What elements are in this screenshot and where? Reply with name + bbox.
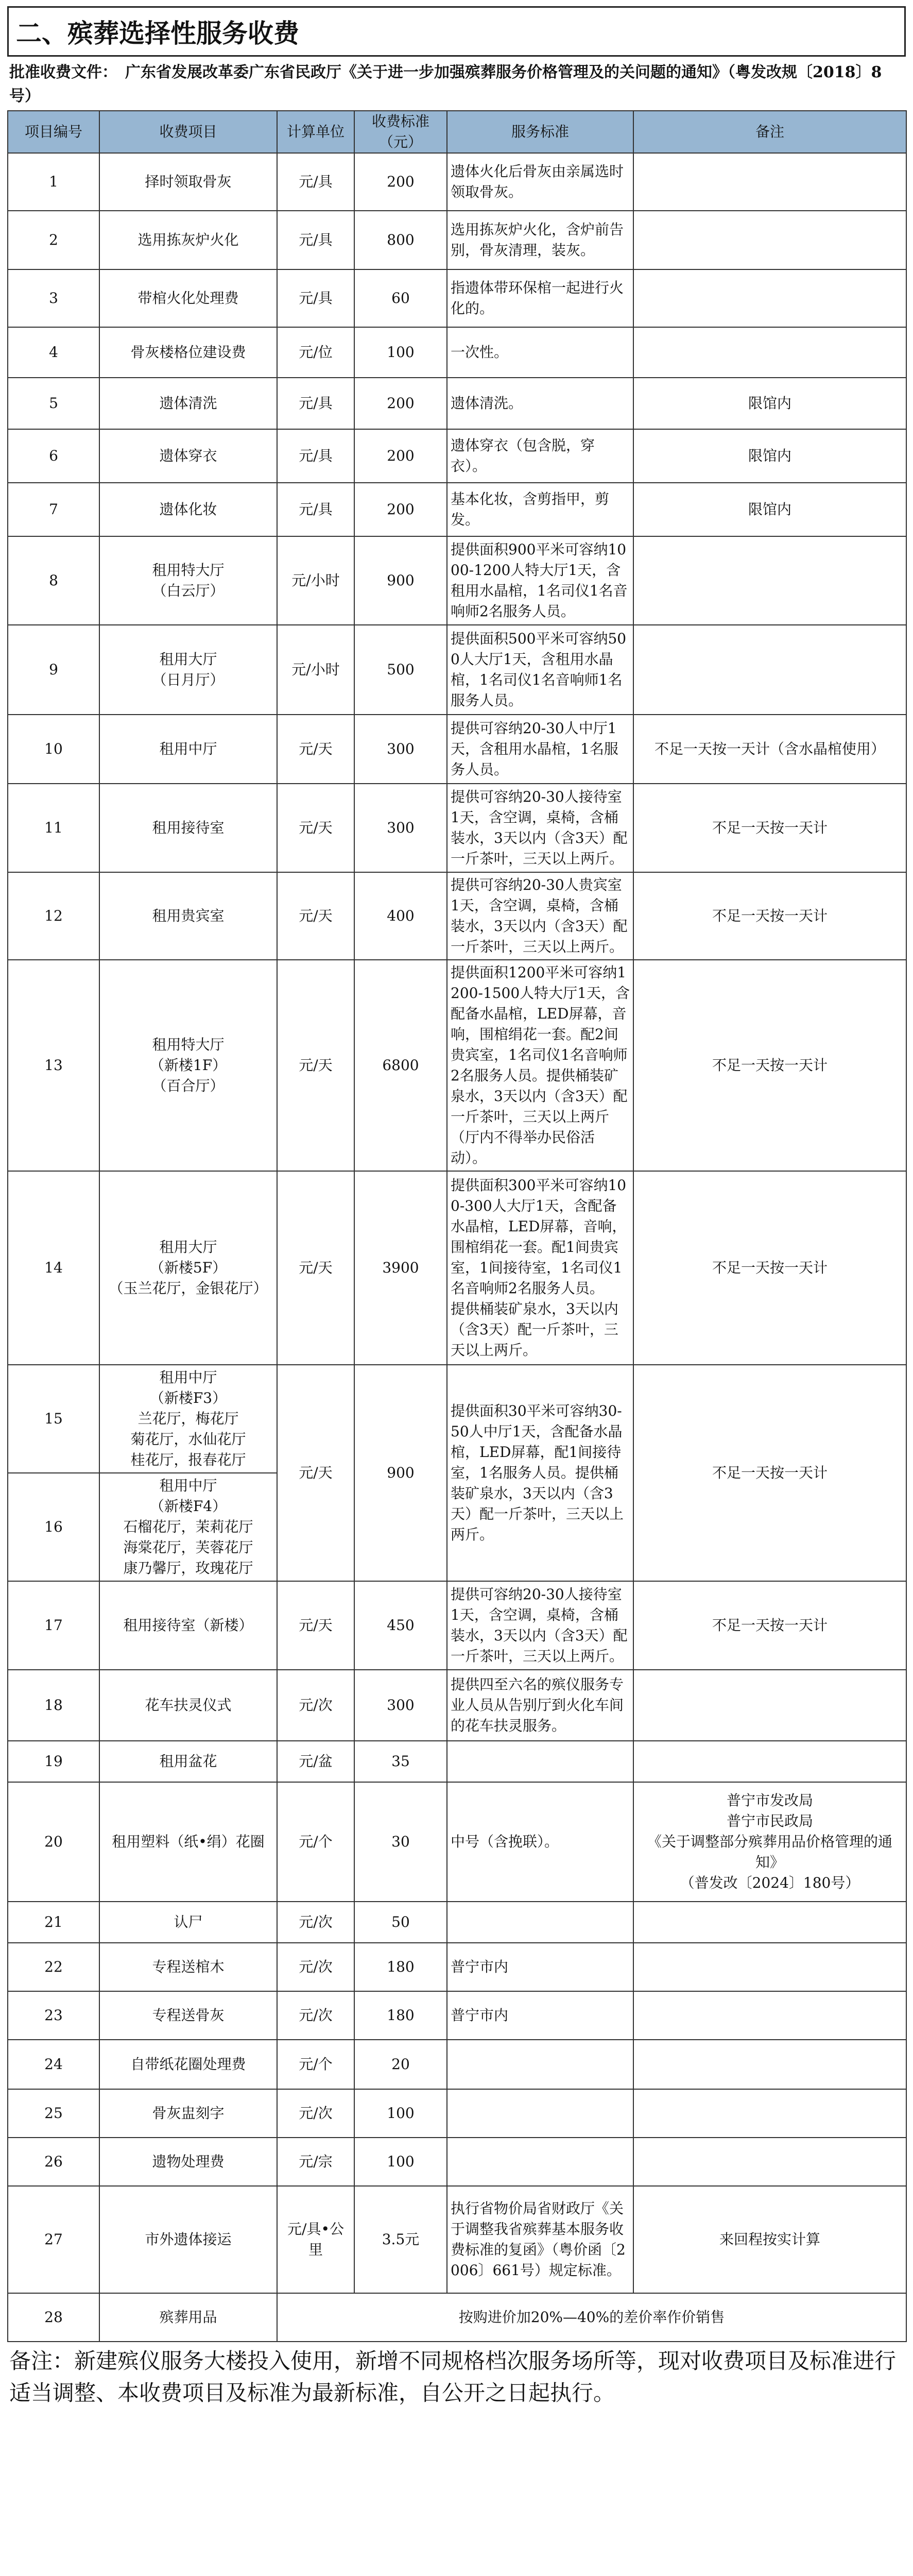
header-no: 项目编号 (8, 111, 99, 153)
table-row (8, 625, 906, 715)
table-row (8, 1741, 906, 1782)
row-no: 22 (8, 1943, 99, 1991)
table-row (8, 429, 906, 483)
row-unit: 元/天 (277, 872, 354, 960)
row-name: 带棺火化处理费 (99, 269, 277, 327)
row-unit: 元/宗 (277, 2138, 354, 2186)
row-note (633, 536, 906, 625)
row-name: 自带纸花圈处理费 (99, 2040, 277, 2089)
table-row (8, 2186, 906, 2293)
row-price: 400 (354, 872, 447, 960)
row-standard: 遗体清洗。 (447, 378, 633, 429)
row-name: 租用中厅 （新楼F4） 石榴花厅，茉莉花厅 海棠花厅，芙蓉花厅 康乃馨厅，玫瑰花厅 (99, 1473, 277, 1581)
row-standard: 提供面积1200平米可容纳1200-1500人特大厅1天，含配备水晶棺，LED屏幕，音响，围棺绢花一套。配2间贵宾室，1名司仪1名音响师2名服务人员。提供桶装矿泉水，3天以内（含3天）配一斤茶叶，三天以上两斤（厅内不得举办民俗活动）。 (447, 960, 633, 1171)
row-standard: 选用拣灰炉火化，含炉前告别，骨灰清理，装灰。 (447, 211, 633, 269)
row-unit: 元/次 (277, 1991, 354, 2040)
table-row (8, 1902, 906, 1943)
fee-table-body (8, 153, 906, 2342)
row-note: 不足一天按一天计（含水晶棺使用） (633, 715, 906, 784)
row-note (633, 1741, 906, 1782)
row-name: 租用特大厅 （新楼1F） （百合厅） (99, 960, 277, 1171)
row-price: 180 (354, 1991, 447, 2040)
row-note (633, 2089, 906, 2138)
row-note (633, 2040, 906, 2089)
row-unit: 元/次 (277, 1902, 354, 1943)
row-note (633, 153, 906, 211)
row-standard: 基本化妆，含剪指甲，剪发。 (447, 483, 633, 536)
row-standard: 按购进价加20%—40%的差价率作价销售 (277, 2293, 906, 2342)
header-standard: 服务标准 (447, 111, 633, 153)
row-price: 450 (354, 1581, 447, 1670)
row-name: 租用盆花 (99, 1741, 277, 1782)
row-no: 15 (8, 1365, 99, 1473)
row-unit: 元/天 (277, 784, 354, 872)
row-no: 23 (8, 1991, 99, 2040)
row-price: 3.5元 (354, 2186, 447, 2293)
row-price: 300 (354, 1670, 447, 1741)
row-unit: 元/天 (277, 715, 354, 784)
row-price: 3900 (354, 1171, 447, 1365)
row-standard: 提供可容纳20-30人贵宾室1天，含空调，桌椅，含桶装水，3天以内（含3天）配一斤茶叶，三天以上两斤。 (447, 872, 633, 960)
row-standard (447, 2089, 633, 2138)
row-no: 16 (8, 1473, 99, 1581)
row-no: 2 (8, 211, 99, 269)
row-unit: 元/具 (277, 378, 354, 429)
row-standard (447, 1741, 633, 1782)
row-unit: 元/个 (277, 1782, 354, 1902)
row-unit: 元/天 (277, 1581, 354, 1670)
row-unit: 元/具•公里 (277, 2186, 354, 2293)
table-row (8, 211, 906, 269)
row-no: 10 (8, 715, 99, 784)
row-standard: 指遗体带环保棺一起进行火化的。 (447, 269, 633, 327)
row-price: 100 (354, 2138, 447, 2186)
row-name: 认尸 (99, 1902, 277, 1943)
row-unit: 元/具 (277, 269, 354, 327)
row-note (633, 269, 906, 327)
row-note: 不足一天按一天计 (633, 1171, 906, 1365)
row-no: 25 (8, 2089, 99, 2138)
row-standard: 提供面积30平米可容纳30-50人中厅1天，含配备水晶棺，LED屏幕，配1间接待室，1名服务人员。提供桶装矿泉水，3天以内（含3天）配一斤茶叶，三天以上两斤。 (447, 1365, 633, 1581)
row-unit: 元/具 (277, 483, 354, 536)
table-row (8, 378, 906, 429)
row-price: 200 (354, 483, 447, 536)
row-price: 800 (354, 211, 447, 269)
row-price: 50 (354, 1902, 447, 1943)
row-price: 300 (354, 784, 447, 872)
table-row (8, 1943, 906, 1991)
table-row (8, 1365, 906, 1473)
row-unit: 元/小时 (277, 536, 354, 625)
row-unit: 元/小时 (277, 625, 354, 715)
row-unit: 元/天 (277, 960, 354, 1171)
header-item: 收费项目 (99, 111, 277, 153)
table-row (8, 269, 906, 327)
table-row (8, 483, 906, 536)
table-row (8, 536, 906, 625)
row-note: 来回程按实计算 (633, 2186, 906, 2293)
fee-table (7, 110, 907, 2342)
row-note: 不足一天按一天计 (633, 1365, 906, 1581)
row-name: 遗体化妆 (99, 483, 277, 536)
table-row (8, 2089, 906, 2138)
row-no: 17 (8, 1581, 99, 1670)
row-no: 4 (8, 327, 99, 378)
row-name: 市外遗体接运 (99, 2186, 277, 2293)
row-price: 60 (354, 269, 447, 327)
row-no: 8 (8, 536, 99, 625)
row-standard: 一次性。 (447, 327, 633, 378)
price-notice-page (7, 6, 906, 2576)
header-unit: 计算单位 (277, 111, 354, 153)
row-standard: 提供可容纳20-30人中厅1天，含租用水晶棺，1名服务人员。 (447, 715, 633, 784)
row-standard: 提供可容纳20-30人接待室1天，含空调，桌椅，含桶装水，3天以内（含3天）配一斤茶叶，三天以上两斤。 (447, 784, 633, 872)
row-name: 选用拣灰炉火化 (99, 211, 277, 269)
row-price: 180 (354, 1943, 447, 1991)
row-name: 租用贵宾室 (99, 872, 277, 960)
row-name: 租用特大厅 （白云厅） (99, 536, 277, 625)
table-row (8, 1670, 906, 1741)
table-row (8, 1171, 906, 1365)
table-row (8, 1991, 906, 2040)
row-no: 3 (8, 269, 99, 327)
row-standard (447, 2040, 633, 2089)
row-note (633, 211, 906, 269)
row-no: 9 (8, 625, 99, 715)
row-standard: 普宁市内 (447, 1991, 633, 2040)
row-name: 遗物处理费 (99, 2138, 277, 2186)
row-note: 普宁市发改局 普宁市民政局 《关于调整部分殡葬用品价格管理的通知》 （普发改〔2024〕180号） (633, 1782, 906, 1902)
row-no: 1 (8, 153, 99, 211)
row-standard: 遗体火化后骨灰由亲属选时领取骨灰。 (447, 153, 633, 211)
row-standard (447, 2138, 633, 2186)
row-no: 18 (8, 1670, 99, 1741)
row-no: 20 (8, 1782, 99, 1902)
row-note (633, 327, 906, 378)
row-standard: 提供面积300平米可容纳100-300人大厅1天，含配备水晶棺，LED屏幕，音响，围棺绢花一套。配1间贵宾室，1间接待室，1名司仪1名音响师2名服务人员。 提供桶装矿泉水，3天以内（含3天）配一斤茶叶，三天以上两斤。 (447, 1171, 633, 1365)
row-no: 6 (8, 429, 99, 483)
row-unit: 元/天 (277, 1171, 354, 1365)
row-unit: 元/次 (277, 1670, 354, 1741)
table-header-row (8, 111, 906, 153)
table-row (8, 2293, 906, 2342)
row-name: 骨灰盅刻字 (99, 2089, 277, 2138)
row-unit: 元/天 (277, 1365, 354, 1581)
row-no: 13 (8, 960, 99, 1171)
row-note (633, 625, 906, 715)
row-note: 不足一天按一天计 (633, 872, 906, 960)
table-row (8, 327, 906, 378)
row-name: 骨灰楼格位建设费 (99, 327, 277, 378)
row-standard: 遗体穿衣（包含脱，穿衣）。 (447, 429, 633, 483)
row-price: 500 (354, 625, 447, 715)
row-unit: 元/次 (277, 1943, 354, 1991)
row-name: 专程送骨灰 (99, 1991, 277, 2040)
row-note (633, 1902, 906, 1943)
row-unit: 元/具 (277, 153, 354, 211)
table-row (8, 2040, 906, 2089)
row-standard (447, 1902, 633, 1943)
row-standard: 提供可容纳20-30人接待室1天，含空调，桌椅，含桶装水，3天以内（含3天）配一斤茶叶，三天以上两斤。 (447, 1581, 633, 1670)
row-name: 遗体清洗 (99, 378, 277, 429)
row-price: 20 (354, 2040, 447, 2089)
row-price: 300 (354, 715, 447, 784)
table-row (8, 153, 906, 211)
table-row (8, 960, 906, 1171)
approval-basis: 批准收费文件： 广东省发展改革委广东省民政厅《关于进一步加强殡葬服务价格管理及的关问题的通知》（粤发改规〔2018〕8号） (9, 63, 882, 105)
row-unit: 元/个 (277, 2040, 354, 2089)
row-name: 遗体穿衣 (99, 429, 277, 483)
row-note: 限馆内 (633, 429, 906, 483)
row-no: 21 (8, 1902, 99, 1943)
row-name: 择时领取骨灰 (99, 153, 277, 211)
row-note (633, 1670, 906, 1741)
row-price: 200 (354, 429, 447, 483)
row-no: 26 (8, 2138, 99, 2186)
row-price: 35 (354, 1741, 447, 1782)
row-price: 100 (354, 327, 447, 378)
page-title: 二、殡葬选择性服务收费 (7, 6, 906, 57)
row-unit: 元/盆 (277, 1741, 354, 1782)
row-no: 27 (8, 2186, 99, 2293)
row-no: 7 (8, 483, 99, 536)
table-row (8, 872, 906, 960)
row-no: 24 (8, 2040, 99, 2089)
footer-note: 备注：新建殡仪服务大楼投入使用，新增不同规格档次服务场所等，现对收费项目及标准进行适当调整、本收费项目及标准为最新标准，自公开之日起执行。 (9, 2348, 897, 2405)
row-unit: 元/具 (277, 211, 354, 269)
table-row (8, 2138, 906, 2186)
row-price: 30 (354, 1782, 447, 1902)
row-note (633, 1991, 906, 2040)
row-standard: 普宁市内 (447, 1943, 633, 1991)
row-name: 租用大厅 （日月厅） (99, 625, 277, 715)
row-unit: 元/具 (277, 429, 354, 483)
table-row (8, 715, 906, 784)
row-note: 不足一天按一天计 (633, 960, 906, 1171)
row-price: 200 (354, 378, 447, 429)
row-no: 28 (8, 2293, 99, 2342)
row-standard: 中号（含挽联）。 (447, 1782, 633, 1902)
row-no: 5 (8, 378, 99, 429)
row-name: 租用中厅 （新楼F3） 兰花厅，梅花厅 菊花厅，水仙花厅 桂花厅，报春花厅 (99, 1365, 277, 1473)
table-row (8, 784, 906, 872)
row-name: 租用塑料（纸•绢）花圈 (99, 1782, 277, 1902)
row-standard: 提供面积900平米可容纳1000-1200人特大厅1天，含租用水晶棺，1名司仪1名音响师2名服务人员。 (447, 536, 633, 625)
header-note: 备注 (633, 111, 906, 153)
row-note: 不足一天按一天计 (633, 784, 906, 872)
row-no: 19 (8, 1741, 99, 1782)
row-note (633, 1943, 906, 1991)
row-standard: 提供四至六名的殡仪服务专业人员从告别厅到火化车间的花车扶灵服务。 (447, 1670, 633, 1741)
row-name: 租用中厅 (99, 715, 277, 784)
row-no: 12 (8, 872, 99, 960)
row-name: 租用大厅 （新楼5F） （玉兰花厅，金银花厅） (99, 1171, 277, 1365)
row-name: 殡葬用品 (99, 2293, 277, 2342)
row-note: 限馆内 (633, 378, 906, 429)
row-note: 不足一天按一天计 (633, 1581, 906, 1670)
row-name: 租用接待室 (99, 784, 277, 872)
row-price: 6800 (354, 960, 447, 1171)
row-standard: 执行省物价局省财政厅《关于调整我省殡葬基本服务收费标准的复函》（粤价函〔2006〕661号）规定标准。 (447, 2186, 633, 2293)
row-price: 200 (354, 153, 447, 211)
row-name: 专程送棺木 (99, 1943, 277, 1991)
row-price: 900 (354, 1365, 447, 1581)
row-name: 租用接待室（新楼） (99, 1581, 277, 1670)
header-price: 收费标准 （元） (354, 111, 447, 153)
row-price: 100 (354, 2089, 447, 2138)
row-standard: 提供面积500平米可容纳500人大厅1天，含租用水晶棺，1名司仪1名音响师1名服务人员。 (447, 625, 633, 715)
row-name: 花车扶灵仪式 (99, 1670, 277, 1741)
row-unit: 元/位 (277, 327, 354, 378)
table-row (8, 1581, 906, 1670)
row-note (633, 2138, 906, 2186)
row-unit: 元/次 (277, 2089, 354, 2138)
row-price: 900 (354, 536, 447, 625)
row-note: 限馆内 (633, 483, 906, 536)
row-no: 14 (8, 1171, 99, 1365)
table-row (8, 1782, 906, 1902)
row-no: 11 (8, 784, 99, 872)
